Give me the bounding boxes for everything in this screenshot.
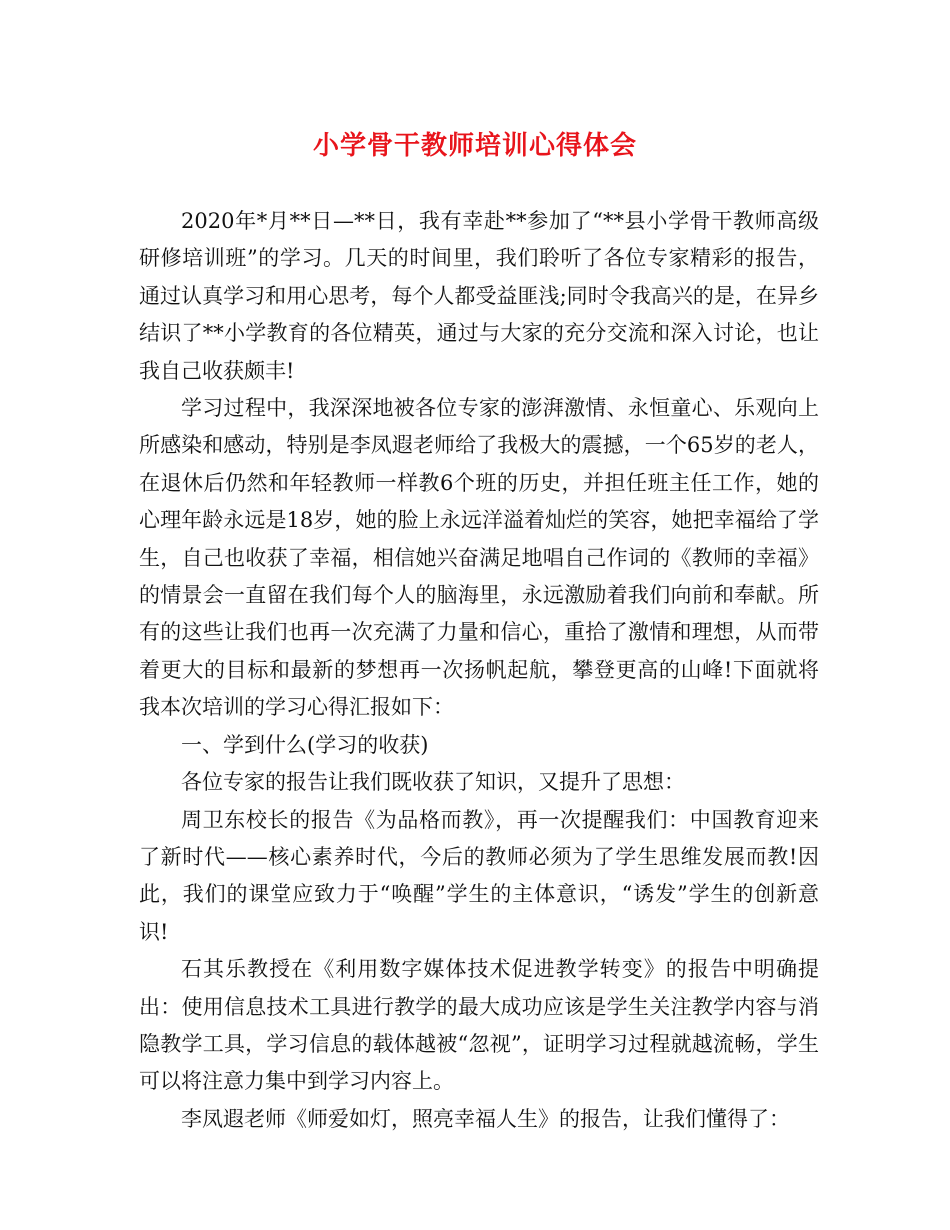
document-body bbox=[139, 203, 819, 1138]
paragraph-zhou-weidong: 周卫东校长的报告《为品格而教》，再一次提醒我们：中国教育迎来了新时代——核心素养时代，今后的教师必须为了学生思维发展而教!因此，我们的课堂应致力于“唤醒”学生的主体意识，“诱发”学生的创新意识! bbox=[139, 807, 819, 944]
document-title: 小学骨干教师培训心得体会 bbox=[312, 131, 637, 161]
paragraph-shi-qile: 石其乐教授在《利用数字媒体技术促进教学转变》的报告中明确提出：使用信息技术工具进行教学的最大成功应该是学生关注教学内容与消隐教学工具，学习信息的载体越被“忽视”，证明学习过程就越流畅，学生可以将注意力集中到学习内容上。 bbox=[139, 957, 819, 1094]
paragraph-learning-process: 学习过程中，我深深地被各位专家的澎湃激情、永恒童心、乐观向上所感染和感动，特别是李凤遐老师给了我极大的震撼，一个65岁的老人，在退休后仍然和年轻教师一样教6个班的历史，并担任班主任工作，她的心理年龄永远是18岁，她的脸上永远洋溢着灿烂的笑容，她把幸福给了学生，自己也收获了幸福，相信她兴奋满足地唱自己作词的《教师的幸福》的情景会一直留在我们每个人的脑海里，永远激励着我们向前和奉献。所有的这些让我们也再一次充满了力量和信心，重拾了激情和理想，从而带着更大的目标和最新的梦想再一次扬帆起航，攀登更高的山峰!下面就将我本次培训的学习心得汇报如下： bbox=[139, 396, 819, 720]
section-heading-what-learned: 一、学到什么(学习的收获) bbox=[181, 732, 429, 757]
paragraph-li-fengxia: 李凤遐老师《师爱如灯，照亮幸福人生》的报告，让我们懂得了： bbox=[181, 1106, 790, 1131]
paragraph-expert-reports: 各位专家的报告让我们既收获了知识，又提升了思想： bbox=[181, 770, 685, 795]
paragraph-intro: 2020年*月**日—**日，我有幸赴**参加了“**县小学骨干教师高级研修培训班”的学习。几天的时间里，我们聆听了各位专家精彩的报告，通过认真学习和用心思考，每个人都受益匪浅;同时令我高兴的是，在异乡结识了**小学教育的各位精英，通过与大家的充分交流和深入讨论，也让我自己收获颇丰! bbox=[139, 209, 819, 383]
